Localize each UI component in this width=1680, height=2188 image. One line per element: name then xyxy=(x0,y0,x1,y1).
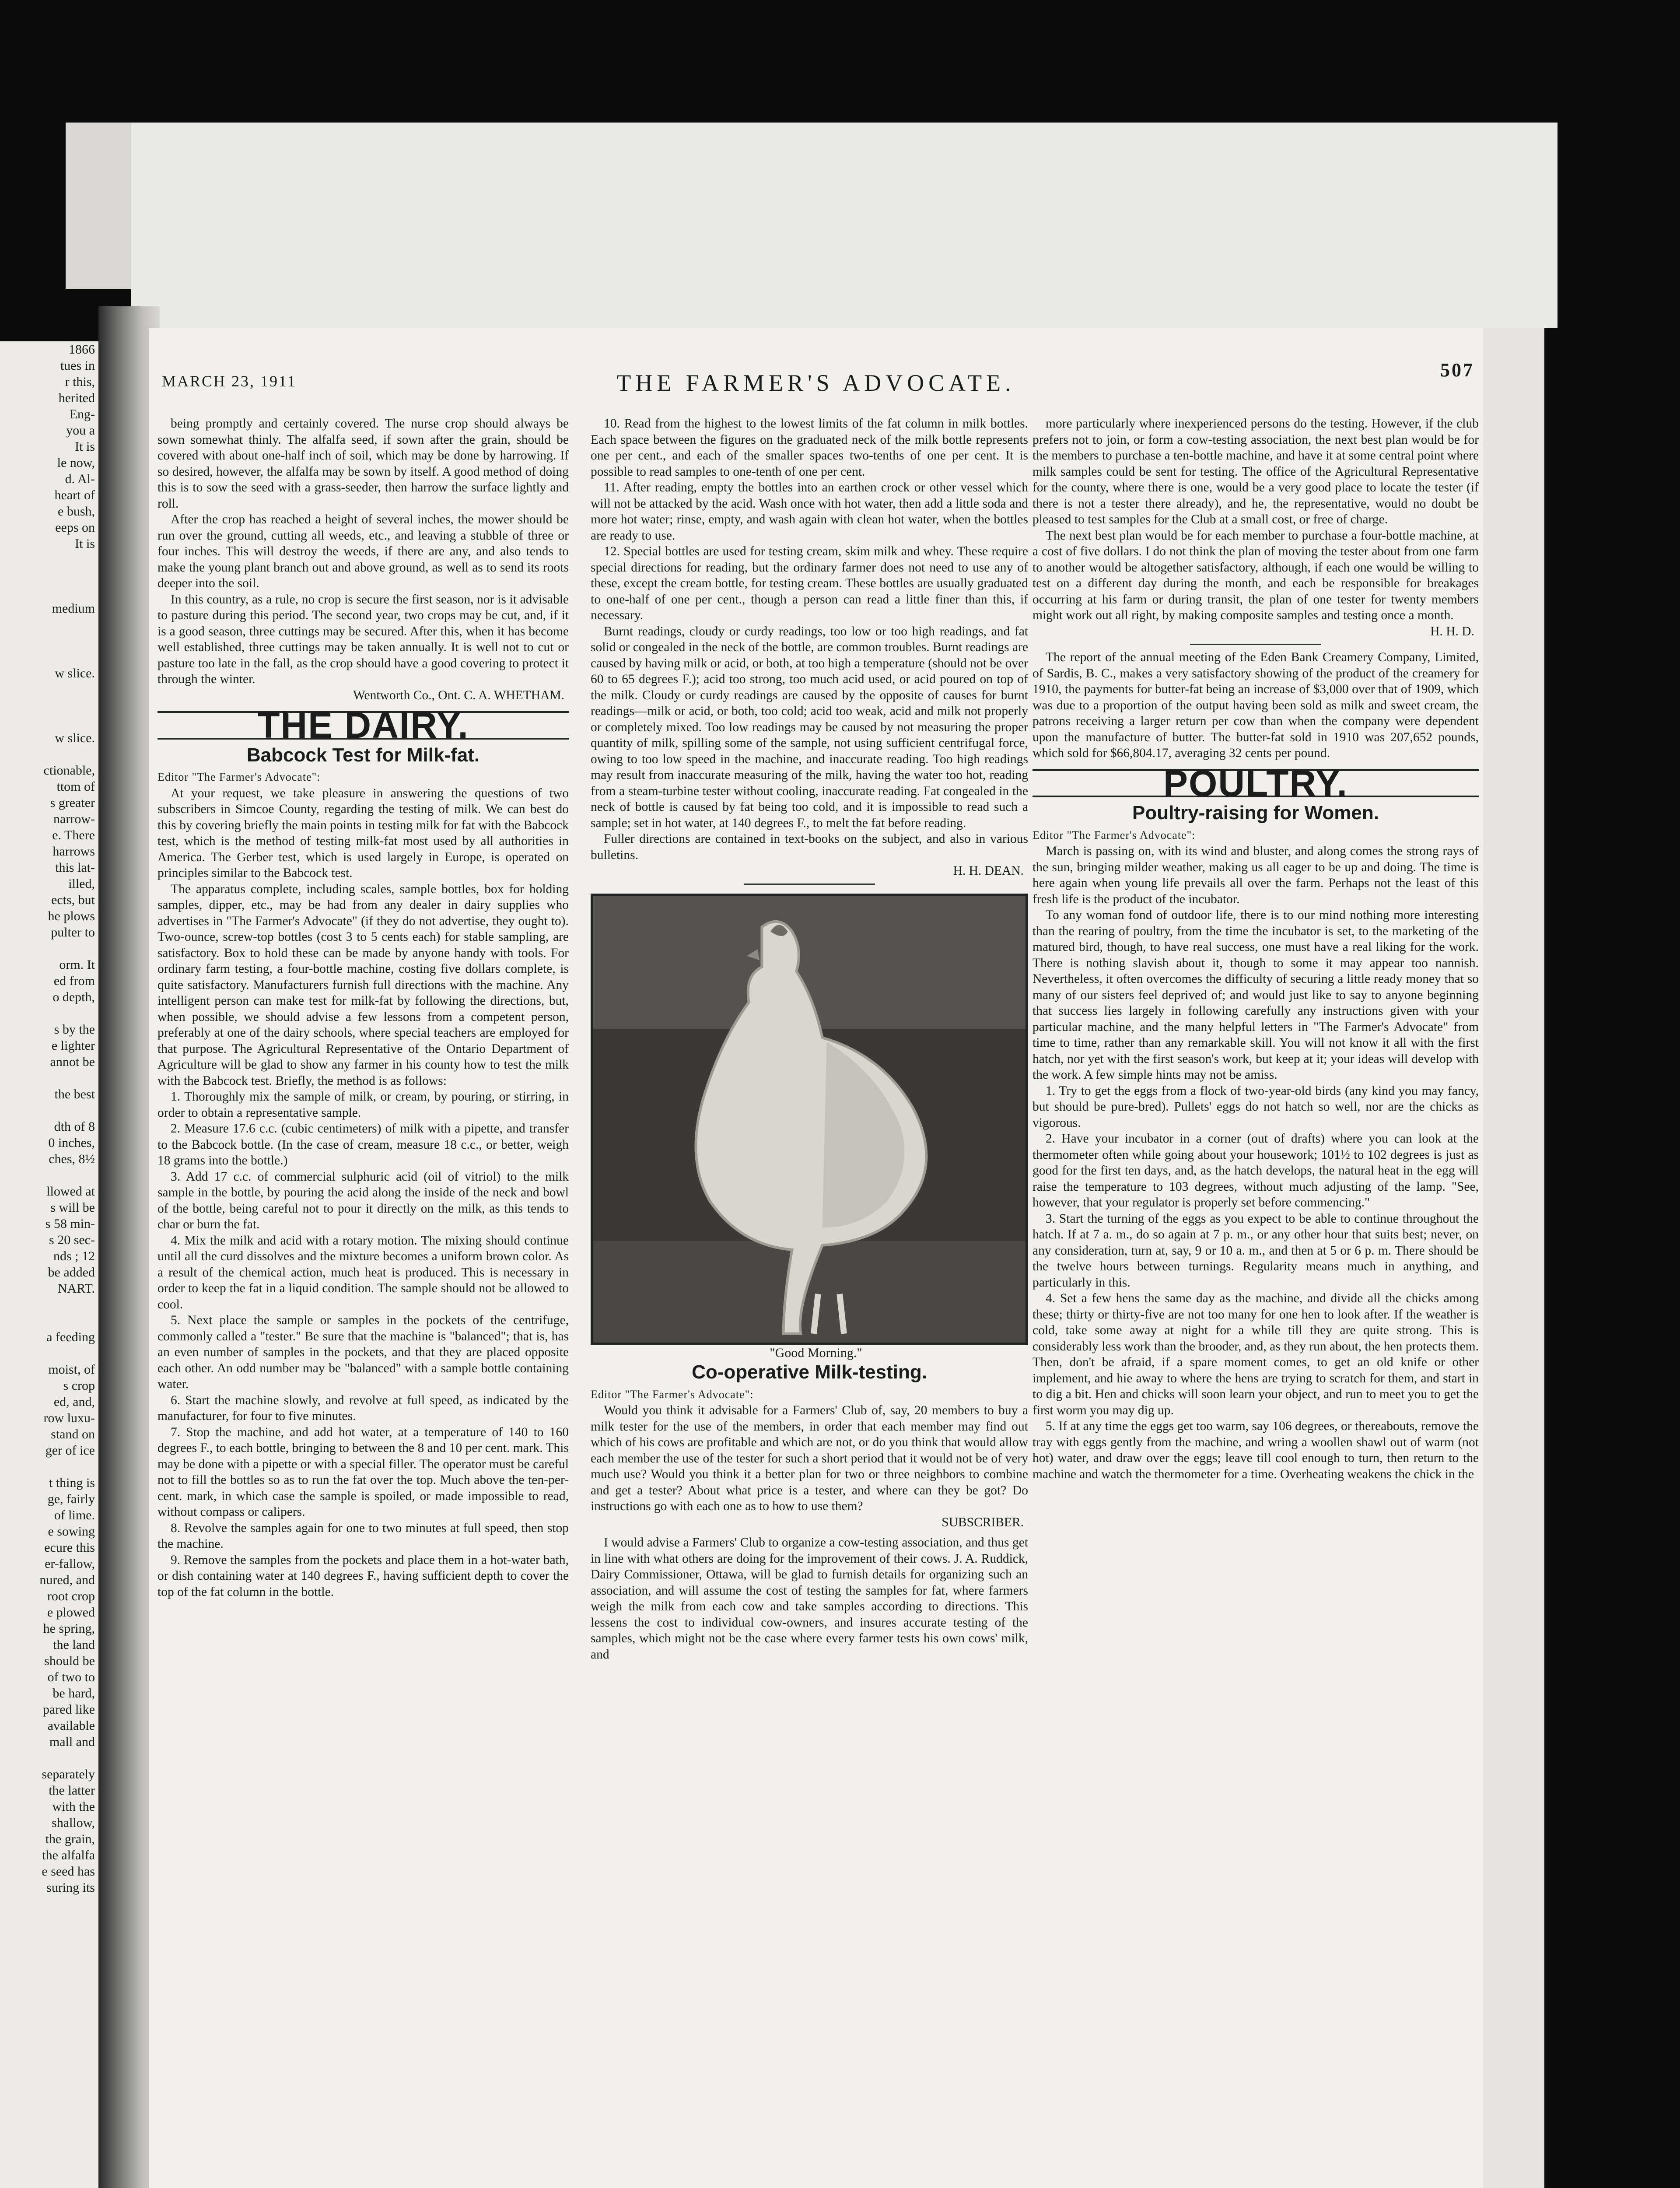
left-page-line: with the xyxy=(52,1799,95,1814)
paragraph: 7. Stop the machine, and add hot water, at a temperature of 140 to 160 degrees F., to each bottle, bringing to between the 8 and 10 per cent. mark. This may be done with a pipette or with a special filler. The operator must be careful not to fill the bottles so as to run the fat over the top. Much above the ten-per-cent. mark, in which case the sample is spoiled, or made impossible to read, without compass or calipers. xyxy=(158,1425,569,1519)
paragraph: 10. Read from the highest to the lowest limits of the fat column in milk bottles. Each space between the figures on the graduated neck of the milk bottle represents one per cent., and each of the smaller spaces two-tenths of one per cent. It is possible to read samples to one-tenth of one per cent. xyxy=(591,417,1028,479)
paragraph: 1. Thoroughly mix the sample of milk, or cream, by pouring, or stirring, in order to obtain a representative sample. xyxy=(158,1090,569,1120)
left-page-line: It is xyxy=(75,536,95,551)
left-page-line xyxy=(0,1005,98,1021)
coop-answer xyxy=(591,1535,1028,1662)
poultry-article-title: Poultry-raising for Women. xyxy=(1132,802,1379,824)
paragraph: 8. Revolve the samples again for one to two minutes at full speed, then stop the machine. xyxy=(158,1521,569,1551)
left-page-line: dth of 8 xyxy=(54,1119,95,1134)
paragraph: Burnt readings, cloudy or curdy readings, too low or too high readings, and fat solid or congealed in the neck of the bottle, are common troubles. Burnt readings are caused by having milk or acid, or both, at too high a temperature (should not be over 60 to 65 degrees F.); acid too strong, too much acid used, or acid poured on top of the milk. Cloudy or curdy readings are caused by the opposite of causes for burnt readings—milk or acid, or both, too cold; acid too weak, acid and milk not properly or completely mixed. Too low readings may be caused by not measuring the proper quantity of milk, spilling some of the sample, not using sufficient centrifugal force, owing to too low speed in the machine, and inaccurate reading. Too high readings may result from inaccurate measuring of the milk, having the water too hot, reading from a steam-turbine tester without cooling, inaccurate reading. Fat congealed in the neck of bottle is caused by fat being too cold, and it is impossible to read such a sample; set in hot water, at 140 degrees F., to melt the fat before reading. xyxy=(591,624,1028,830)
left-page-line: s 58 min- xyxy=(45,1217,95,1231)
left-page-line: shallow, xyxy=(52,1816,95,1830)
left-page-line: nds ; 12 xyxy=(53,1249,95,1263)
paragraph: 6. Start the machine slowly, and revolve at full speed, as indicated by the manufacturer, for four to five minutes. xyxy=(158,1393,569,1423)
left-page-line: separately xyxy=(42,1767,95,1781)
left-page-line: root crop xyxy=(47,1589,95,1603)
left-page-line: tues in xyxy=(60,358,95,373)
rooster-photo xyxy=(591,894,1028,1345)
paragraph: In this country, as a rule, no crop is secure the first season, nor is it advisable to pasture during this period. The second year, two crops may be cut, and, if it is a good season, three cuttings may be secured. After this, when it has become well established, three cuttings may be taken annually. It is well not to cut or pasture too late in the fall, as the crop should have a good covering to protect it through the winter. xyxy=(158,592,569,686)
paragraph: 9. Remove the samples from the pockets and place them in a hot-water bath, or dish containing water at 140 degrees F., having sufficient depth to cover the top of the fat column in the bottle. xyxy=(158,1553,569,1599)
left-page-line xyxy=(0,714,98,730)
left-page-line: pulter to xyxy=(51,925,95,940)
left-page-line: pared like xyxy=(42,1702,95,1717)
left-page-line xyxy=(0,940,98,957)
left-page-line: he spring, xyxy=(43,1621,95,1636)
left-page-line: e seed has xyxy=(42,1864,95,1879)
left-page-line: medium xyxy=(52,601,95,616)
left-page-line: harrows xyxy=(52,844,95,859)
poultry-department-heading: POULTRY. xyxy=(1032,769,1479,798)
page-right-margin xyxy=(1483,328,1544,2188)
left-page-line: e bush, xyxy=(58,504,95,519)
left-page-line: llowed at xyxy=(46,1184,95,1199)
column-3 xyxy=(1032,416,1479,1482)
left-page-line: Eng- xyxy=(69,407,95,421)
issue-date: MARCH 23, 1911 xyxy=(162,372,297,390)
newspaper-page xyxy=(149,328,1483,2188)
photo-caption: "Good Morning." xyxy=(770,1345,862,1360)
left-page-line: 0 inches, xyxy=(48,1136,95,1150)
column-2 xyxy=(591,416,1028,1662)
left-page-line: It is xyxy=(75,439,95,454)
left-page-line: t thing is xyxy=(49,1476,95,1490)
left-page-line: s crop xyxy=(63,1378,95,1393)
paragraph: 2. Measure 17.6 c.c. (cubic centimeters) of milk with a pipette, and transfer to the Babcock bottle. (In the case of cream, measure 18 c.c., or better, weigh 18 grams into the bottle.) xyxy=(158,1122,569,1168)
left-page-line: ches, 8½ xyxy=(49,1152,95,1166)
left-page-line: narrow- xyxy=(53,812,95,826)
paragraph: 2. Have your incubator in a corner (out of drafts) where you can look at the thermometer often while going about your housework; 101½ to 102 degrees is just as good for the first ten days, and, as the hatch develops, the natural heat in the egg will raise the temperature to 103 degrees, without much adjusting of the lamp. "See, however, that your regulator is properly set before commencing." xyxy=(1032,1132,1479,1210)
left-page-line: moist, of xyxy=(48,1362,95,1377)
left-page-line: s will be xyxy=(50,1200,95,1215)
left-page-line xyxy=(0,1167,98,1183)
left-page-line: illed, xyxy=(68,877,95,891)
paragraph: After the crop has reached a height of several inches, the mower should be run over the ground, cutting all weeds, etc., and leaving a stubble of three or four inches. This will destroy the weeds, if there are any, and also tends to make the young plant branch out and above ground, as well as to send its roots deeper into the soil. xyxy=(158,512,569,590)
left-page-line xyxy=(0,1345,98,1361)
left-page-line: should be xyxy=(44,1654,95,1668)
left-page-line xyxy=(0,584,98,600)
editor-line: Editor "The Farmer's Advocate": xyxy=(591,1388,754,1401)
paragraph: March is passing on, with its wind and bluster, and along comes the strong rays of the sun, bringing milder weather, making us all eager to be up and doing. The time is here again when young life prevails all over the farm. Perhaps not the least of this fresh life is the product of the incubator. xyxy=(1032,844,1479,906)
left-page-text xyxy=(0,341,98,1896)
left-page-line: ctionable, xyxy=(43,763,95,778)
left-page-line: of two to xyxy=(47,1670,95,1684)
left-page-line: herited xyxy=(58,391,95,405)
babcock-continuation xyxy=(591,416,1028,863)
left-page-fragment xyxy=(0,341,101,2188)
paragraph: more particularly where inexperienced persons do the testing. However, if the club prefers not to join, or form a cow-testing association, the next best plan would be for the members to purchase a ten-bottle machine, and have it at some central point where milk samples could be sent for testing. The office of the Agricultural Representative for the county, where there is one, would be a very good place to locate the tester (if there is not a tester there already), and he, the representative, would no doubt be pleased to test samples for the Club at a small cost, or free of charge. xyxy=(1032,417,1479,526)
left-page-line xyxy=(0,1750,98,1766)
left-page-line: s by the xyxy=(54,1022,95,1037)
paragraph: The next best plan would be for each member to purchase a four-bottle machine, at a cost of five dollars. I do not think the plan of moving the tester about from one farm to another would be altogether satisfactory, although, if each one would be willing to test on a different day during the month, and each be responsible for breakages occurring at his farm or during transit, the plan of one tester for twenty members might work out all right, by making composite samples and testing once a month. xyxy=(1032,528,1479,622)
paragraph: 5. If at any time the eggs get too warm, say 106 degrees, or thereabouts, remove the tray with eggs gently from the machine, and wring a woollen shawl out of warm (not hot) water, and draw over the eggs; leave till cool enough to turn, then return to the machine and watch the thermometer for a time. Overheating weakens the chick in the xyxy=(1032,1419,1479,1481)
left-page-line: the best xyxy=(54,1087,95,1101)
section-rule xyxy=(1190,644,1321,645)
left-page-line: the latter xyxy=(49,1783,95,1798)
left-page-line xyxy=(0,1070,98,1086)
left-page-line xyxy=(0,746,98,762)
left-page-line: a feeding xyxy=(46,1330,95,1344)
left-page-line: w slice. xyxy=(55,731,95,745)
paragraph: 3. Start the turning of the eggs as you expect to be able to continue throughout the hatch. If at 7 a. m., do so again at 7 p. m., or any other hour that suits best; never, on any consideration, turn at, say, 9 or 10 a. m., and then at 5 or 6 p. m. There should be the twelve hours between turnings. Regularity means much in anything, and particularly in this. xyxy=(1032,1211,1479,1290)
left-page-line xyxy=(0,649,98,665)
left-page-line: the alfalfa xyxy=(42,1848,95,1862)
left-page-line xyxy=(0,1313,98,1329)
paragraph: 11. After reading, empty the bottles into an earthen crock or other vessel which will not be attacked by the acid. Wash once with hot water, then add a little soda and more hot water; rinse, empty, and wash again with clean hot water, when the bottles are ready to use. xyxy=(591,480,1028,543)
paragraph: 4. Set a few hens the same day as the machine, and divide all the chicks among these; thirty or thirty-five are not too many for one hen to look after. If the weather is cold, take some away at night for a while till they are quite strong. This is considerably less work than the brooder, and, as they run about, the hen protects them. Then, don't be afraid, if a spare moment comes, to get an old knife or other implement, and hie away to where the hens are trying to scratch for them, and start in to dig a bit. Hen and chicks will soon learn your object, and run to meet you to get the first worm you may dig up. xyxy=(1032,1291,1479,1417)
eden-bank-report: The report of the annual meeting of the Eden Bank Creamery Company, Limited, of Sardis, B. C., makes a very satisfactory showing of the product of the creamery for 1910, the payments for butter-fat being an increase of $3,000 over that of 1909, which was due to a proportion of the output having been sold as milk and sweet cream, the patrons receiving a larger return per cow than when the company were dependent upon the manufacture of butter. The butter-fat sold in 1910 was 207,652 pounds, which sold for $66,804.17, averaging 32 cents per pound. xyxy=(1032,650,1479,760)
babcock-signature: H. H. DEAN. xyxy=(953,864,1024,878)
coop-question-signature: SUBSCRIBER. xyxy=(942,1515,1024,1529)
left-page-line: e sowing xyxy=(48,1524,95,1539)
left-page-line: eeps on xyxy=(55,520,95,535)
left-page-line: e lighter xyxy=(51,1038,95,1053)
left-page-line: be hard, xyxy=(52,1686,95,1701)
left-page-line: be added xyxy=(48,1265,95,1280)
paragraph: 4. Mix the milk and acid with a rotary motion. The mixing should continue until all the curd dissolves and the mixture becomes a uniform brown color. As a result of the chemical action, much heat is produced. This is necessary in order to keep the fat in a liquid condition. The sample should not be allowed to cool. xyxy=(158,1233,569,1311)
left-page-line: e plowed xyxy=(47,1605,95,1620)
paragraph: Would you think it advisable for a Farmers' Club of, say, 20 members to buy a milk tester for the use of the members, in order that each member may find out which of his cows are profitable and which are not, or do you think that would allow each member the use of the tester for such a short period that it would not be of very much use? Would you think it a better plan for two or three neighbors to combine and get a tester? About what price is a tester, and where can they be got? Do instructions go with each one as to how to use them? xyxy=(591,1403,1028,1513)
left-page-line: available xyxy=(47,1718,95,1733)
overleaf-page-top xyxy=(131,123,1558,328)
left-page-line: d. Al- xyxy=(65,472,95,486)
left-page-line: e. There xyxy=(52,828,95,842)
coop-article-title: Co-operative Milk-testing. xyxy=(692,1361,927,1383)
left-page-line xyxy=(0,633,98,649)
left-page-line xyxy=(0,681,98,698)
paragraph: 12. Special bottles are used for testing cream, skim milk and whey. These require special directions for reading, but the ordinary farmer does not need to use any of these, except the cream bottle, for testing cream. These bottles are usually graduated to one-half of one per cent., though a person can read a little finer than this, if necessary. xyxy=(591,544,1028,622)
babcock-article-title: Babcock Test for Milk-fat. xyxy=(246,744,480,766)
left-page-line xyxy=(0,1102,98,1119)
left-page-line: 1866 xyxy=(69,342,95,357)
left-page-line: ects, but xyxy=(51,893,95,907)
left-page-line: row luxu- xyxy=(43,1411,95,1425)
column-1 xyxy=(158,416,569,1600)
left-page-line: ecure this xyxy=(44,1540,95,1555)
left-page-line: annot be xyxy=(50,1055,95,1069)
left-page-line: o depth, xyxy=(52,990,95,1004)
left-page-line: r this, xyxy=(65,375,95,389)
left-page-line: er-fallow, xyxy=(45,1557,95,1571)
left-page-line: the land xyxy=(53,1637,95,1652)
left-page-line: ed from xyxy=(53,974,95,988)
left-page-line: heart of xyxy=(54,488,95,502)
left-page-line: ger of ice xyxy=(45,1443,95,1458)
left-page-line: ed, and, xyxy=(53,1395,95,1409)
left-page-line: mall and xyxy=(49,1735,95,1749)
left-page-line: you a xyxy=(66,423,95,438)
alfalfa-article xyxy=(158,416,569,687)
paragraph: being promptly and certainly covered. The nurse crop should always be sown somewhat thinly. The alfalfa seed, if sown after the grain, should be covered with about one-half inch of soil, which may be done by harrowing. If so desired, however, the alfalfa may be sown by itself. A good method of doing this is to sow the seed with a grass-seeder, then harrow the surface lightly and roll. xyxy=(158,417,569,511)
left-page-line: suring its xyxy=(46,1880,95,1895)
editor-line: Editor "The Farmer's Advocate": xyxy=(1032,828,1196,842)
page-number: 507 xyxy=(1440,359,1474,381)
left-page-line xyxy=(0,1297,98,1313)
left-page-line: ttom of xyxy=(56,779,95,794)
left-page-line: w slice. xyxy=(55,666,95,680)
left-page-top-strip xyxy=(66,123,131,289)
left-page-line xyxy=(0,698,98,714)
paragraph: Fuller directions are contained in text-books on the subject, and also in various bulletins. xyxy=(591,832,1028,862)
coop-continuation xyxy=(1032,416,1479,624)
left-page-line: this lat- xyxy=(55,860,95,875)
poultry-article xyxy=(1032,843,1479,1482)
left-page-line: nured, and xyxy=(39,1573,95,1587)
rooster-illustration xyxy=(593,896,1026,1343)
dairy-department-heading: THE DAIRY. xyxy=(158,711,569,740)
left-page-line: he plows xyxy=(48,909,95,923)
left-page-line: of lime. xyxy=(54,1508,95,1522)
paragraph: 1. Try to get the eggs from a flock of two-year-old birds (any kind you may fancy, but should be pure-bred). Pullets' eggs do not hatch so well, nor are the chicks as vigorous. xyxy=(1032,1083,1479,1130)
left-page-line: stand on xyxy=(51,1427,95,1441)
left-page-line xyxy=(0,568,98,584)
left-page-line: orm. It xyxy=(59,957,95,972)
page-header xyxy=(149,359,1483,407)
left-page-line: s greater xyxy=(50,796,95,810)
left-page-line: NART. xyxy=(57,1281,95,1296)
paragraph: I would advise a Farmers' Club to organize a cow-testing association, and thus get in line with what others are doing for the improvement of their cows. J. A. Ruddick, Dairy Commissioner, Ottawa, will be glad to furnish details for organizing such an association, and will assume the cost of testing the samples for fat, where farmers weigh the milk from each cow and take samples according to directions. This lessens the cost to individual cow-owners, and insures accurate testing of the samples, which might not be the case where every farmer tests his own cows' milk, and xyxy=(591,1536,1028,1662)
paragraph: To any woman fond of outdoor life, there is to our mind nothing more interesting than the rearing of poultry, from the time the incubator is set, to the marketing of the matured bird, though, to have real success, one must have a real liking for the work. There is nothing slavish about it, though to some it may appear too nannish. Nevertheless, it often overcomes the difficulty of securing a little ready money that so many of our sisters feel deprived of; and would just like to say to anyone beginning that success lies largely in following carefully any instructions given with your particular machine, and the many helpful letters in "The Farmer's Advocate" from time to time, rather than any remarkable skill. You will not know it all with the first hatch, nor yet with the first season's work, but keep at it; your ideas will develop with the work. A few simple hints may not be amiss. xyxy=(1032,908,1479,1082)
babcock-article xyxy=(158,785,569,1600)
masthead-title: THE FARMER'S ADVOCATE. xyxy=(616,370,1015,396)
left-page-line xyxy=(0,617,98,633)
coop-answer-signature: H. H. D. xyxy=(1430,624,1474,638)
paragraph: 3. Add 17 c.c. of commercial sulphuric acid (oil of vitriol) to the milk sample in the bottle, by pouring the acid along the inside of the neck and bowl of the bottle, being careful not to pour it directly on the milk, as this tends to char or burn the fat. xyxy=(158,1169,569,1231)
left-page-line xyxy=(0,552,98,568)
alfalfa-signature: Wentworth Co., Ont. C. A. WHETHAM. xyxy=(353,688,564,702)
paragraph: 5. Next place the sample or samples in the pockets of the centrifuge, commonly called a "tester." Be sure that the machine is "balanced"; that is, has an even number of samples in the pockets, and that they are placed opposite each other. An odd number may be "balanced" with a sample bottle containing water. xyxy=(158,1313,569,1391)
paragraph: At your request, we take pleasure in answering the questions of two subscribers in Simcoe County, regarding the testing of milk. We can best do this by covering briefly the main points in testing milk for fat with the Babcock test, which is the method of testing milk-fat most used by all authorities in America. The Gerber test, which is used largely in Europe, is operated on principles similar to the Babcock test. xyxy=(158,786,569,880)
left-page-line: the grain, xyxy=(45,1832,95,1846)
paragraph: The apparatus complete, including scales, sample bottles, box for holding samples, dipper, etc., may be had from any dealer in dairy supplies who advertises in "The Farmer's Advocate" (if they do not advertise, they ought to). Two-ounce, screw-top bottles (cost 3 to 5 cents each) for stable sampling, are satisfactory. Box to hold these can be made by anyone handy with tools. For ordinary farm testing, a four-bottle machine, costing five dollars complete, is quite satisfactory. Manufacturers furnish full directions with the machine. Any intelligent person can make test for milk-fat by following the directions, but, when possible, we should advise a few lessons from a competent person, preferably at one of the dairy schools, where special teachers are employed for that purpose. The Agricultural Representative of the Ontario Department of Agriculture will be glad to show any farmer in his county how to test the milk with the Babcock test. Briefly, the method is as follows: xyxy=(158,882,569,1088)
section-rule xyxy=(744,884,875,885)
editor-line: Editor "The Farmer's Advocate": xyxy=(158,771,321,783)
left-page-line xyxy=(0,1459,98,1475)
left-page-line: le now, xyxy=(57,456,95,470)
left-page-line: s 20 sec- xyxy=(49,1233,95,1247)
left-page-line: ge, fairly xyxy=(47,1492,95,1506)
coop-article xyxy=(591,1403,1028,1515)
